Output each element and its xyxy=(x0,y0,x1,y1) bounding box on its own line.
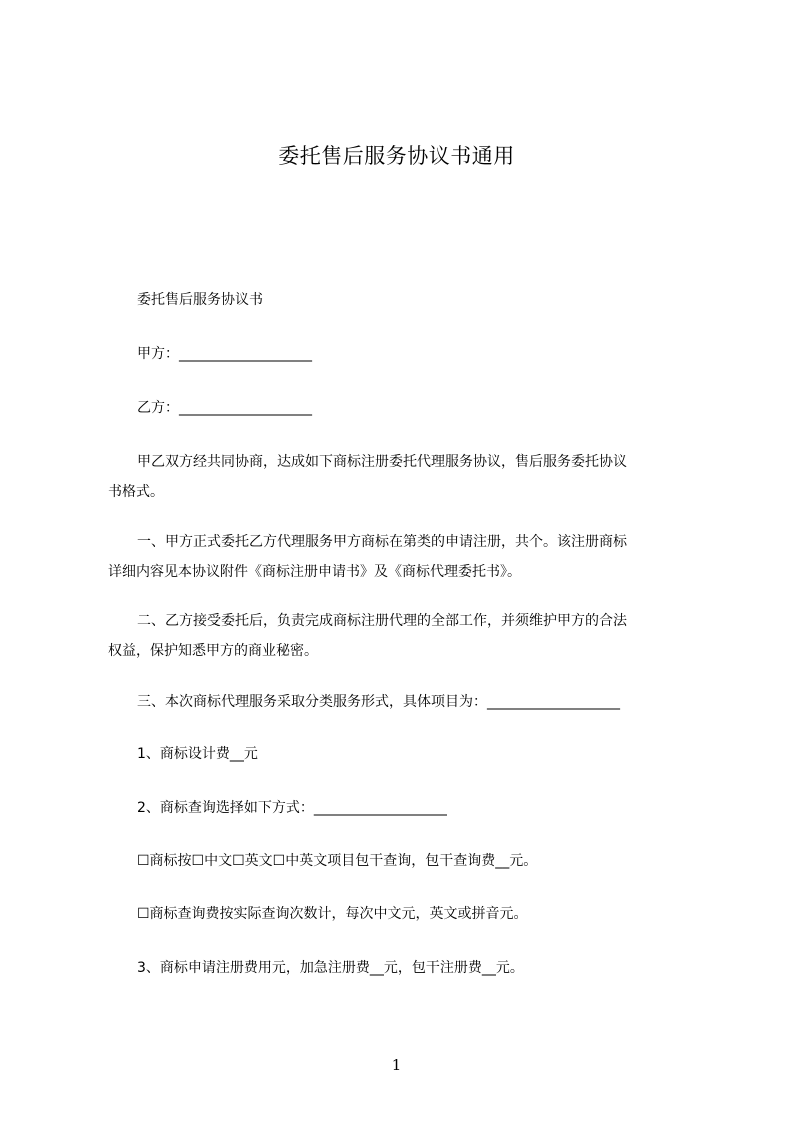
agreement-subtitle: 委托售后服务协议书 xyxy=(137,292,263,308)
clause-2-paragraph xyxy=(108,606,700,666)
intro-line-2: 书格式。 xyxy=(108,484,164,500)
party-b-line: 乙方：___________________ xyxy=(137,400,312,416)
clause-1-paragraph xyxy=(108,527,700,587)
item-2-option-per-search: ☐商标查询费按实际查询次数计，每次中文元，英文或拼音元。 xyxy=(137,906,528,922)
clause-1-line-2: 详细内容见本协议附件《商标注册申请书》及《商标代理委托书》。 xyxy=(108,564,521,580)
document-title: 委托售后服务协议书通用 xyxy=(278,144,515,168)
clause-2-line-2: 权益，保护知悉甲方的商业秘密。 xyxy=(108,643,318,659)
page-number: 1 xyxy=(391,1056,402,1074)
intro-paragraph xyxy=(108,447,700,507)
item-1-design-fee: 1、商标设计费__元 xyxy=(137,746,258,762)
party-a-line: 甲方：___________________ xyxy=(137,346,312,362)
item-2-option-package: ☐商标按☐中文☐英文☐中英文项目包干查询，包干查询费__元。 xyxy=(137,853,538,869)
intro-line-1: 甲乙双方经共同协商，达成如下商标注册委托代理服务协议，售后服务委托协议 xyxy=(137,454,627,470)
clause-2-line-1: 二、乙方接受委托后，负责完成商标注册代理的全部工作，并须维护甲方的合法 xyxy=(137,613,627,629)
item-2-search-method: 2、商标查询选择如下方式：___________________ xyxy=(137,800,447,816)
clause-1-line-1: 一、甲方正式委托乙方代理服务甲方商标在第类的申请注册，共个。该注册商标 xyxy=(137,534,627,550)
item-3-registration-fee: 3、商标申请注册费用元，加急注册费__元，包干注册费__元。 xyxy=(137,960,524,976)
clause-3: 三、本次商标代理服务采取分类服务形式，具体项目为：___________________ xyxy=(137,694,620,710)
